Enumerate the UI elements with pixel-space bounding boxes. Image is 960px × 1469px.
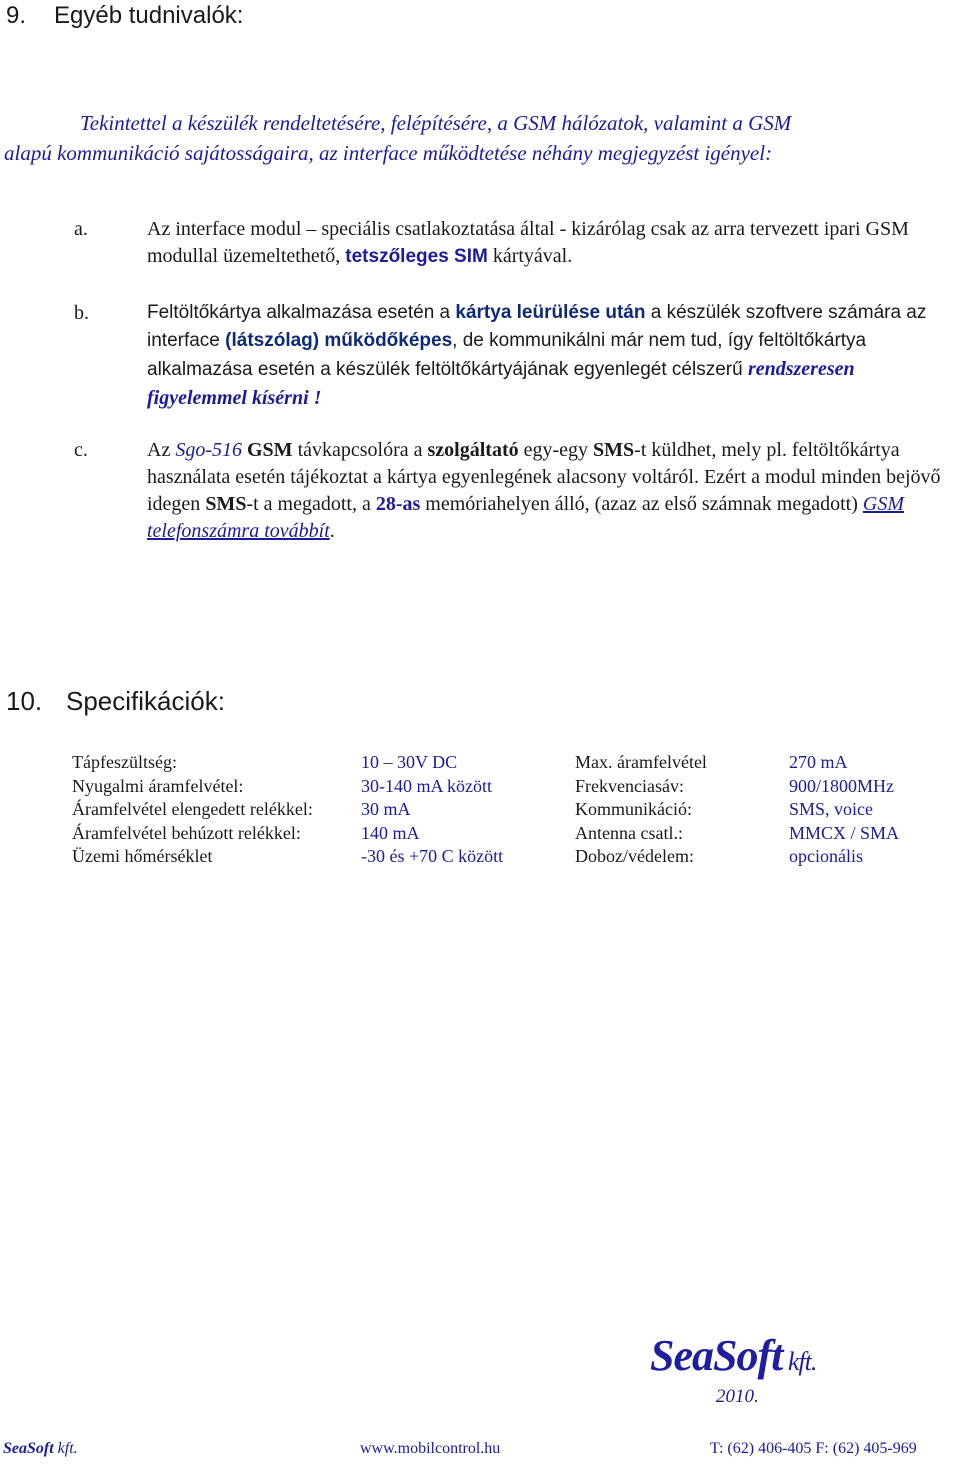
text-run-bold: szolgáltató: [427, 439, 519, 461]
spec-table: [72, 752, 959, 870]
spec-value: 140 mA: [361, 822, 420, 843]
intro-line-1: Tekintettel a készülék rendeltetésére, felépítésére, a GSM hálózatok, valamint a GSM: [80, 111, 792, 135]
text-run: Feltöltőkártya alkalmazása esetén a: [147, 302, 456, 323]
table-row: [72, 752, 959, 776]
section-10-heading: [6, 686, 225, 717]
spec-value: opcionális: [789, 846, 863, 866]
footer-phone: T: (62) 406-405 F: (62) 405-969: [710, 1440, 917, 1457]
text-run: -t a megadott, a: [246, 493, 376, 515]
spec-label: Doboz/védelem:: [575, 846, 694, 866]
text-run: , de kommunikálni már nem tud, így feltöltőkártya alkalmazása esetén a készülék feltöltőkártyájának egyenlegét célszerű: [147, 330, 867, 380]
spec-value: SMS, voice: [789, 799, 874, 819]
section-title: Specifikációk:: [66, 686, 225, 716]
text-run: memóriahelyen álló, (azaz az első számnak megadott): [420, 493, 863, 515]
section-9-heading: [6, 2, 243, 30]
text-run: .: [329, 520, 335, 542]
spec-label: Kommunikáció:: [575, 799, 692, 819]
footer-brand-suffix: kft.: [53, 1440, 78, 1457]
spec-label: Áramfelvétel elengedett relékkel:: [72, 799, 313, 819]
text-run-bold: SMS: [593, 439, 635, 461]
logo-suffix: kft.: [782, 1347, 817, 1376]
list-letter: c.: [74, 439, 88, 461]
list-item-a: [74, 216, 950, 270]
section-number: 9.: [6, 2, 27, 29]
spec-value: 270 mA: [789, 752, 848, 772]
text-run: egy-egy: [518, 439, 594, 461]
spec-label: Tápfeszültség:: [72, 752, 177, 772]
text-run-emphasis: rendszeresen figyelemmel kísérni !: [147, 358, 855, 409]
product-name: Sgo-516: [175, 439, 242, 461]
text-run: távkapcsolóra a: [292, 439, 428, 461]
intro-paragraph: [4, 108, 958, 168]
list-item-text: [147, 216, 950, 270]
table-row: [72, 799, 959, 823]
spec-value: 10 – 30V DC: [361, 752, 458, 772]
text-run: a készülék szoftvere számára az interface: [147, 302, 927, 351]
text-run-bold: működőképes: [324, 330, 453, 351]
text-run: Az: [147, 439, 176, 461]
list-letter: a.: [74, 218, 88, 240]
signature-year: 2010.: [716, 1386, 759, 1407]
list-letter: b.: [74, 302, 89, 324]
text-run-bold: tetszőleges SIM: [345, 246, 488, 267]
list-item-text: [147, 437, 950, 545]
text-run-bold: kártya leürülése után: [455, 302, 646, 323]
list-item-b: [74, 299, 950, 413]
spec-value: MMCX / SMA: [789, 822, 900, 843]
spec-label: Antenna csatl.:: [575, 822, 683, 843]
spec-value: -30 és +70 C között: [361, 846, 504, 866]
section-number: 10.: [6, 686, 43, 716]
footer-brand: [3, 1440, 78, 1458]
signature-logo: [650, 1330, 816, 1381]
spec-value: 30-140 mA között: [361, 775, 492, 796]
footer-website: www.mobilcontrol.hu: [360, 1440, 501, 1457]
table-row: [72, 846, 959, 870]
section-title: Egyéb tudnivalók:: [54, 2, 244, 29]
text-run-bold: GSM: [247, 439, 293, 461]
list-item-text: [147, 299, 950, 413]
spec-label: Nyugalmi áramfelvétel:: [72, 775, 244, 796]
text-run: Az interface modul – speciális csatlakoztatása által - kizárólag csak az arra tervezett ipari GSM modullal üzemeltethető,: [147, 218, 909, 267]
text-run-bold: 28-as: [375, 493, 421, 515]
logo-brand: SeaSoft: [650, 1331, 783, 1380]
table-row: [72, 776, 959, 800]
intro-line-2: alapú kommunikáció sajátosságaira, az interface működtetése néhány megjegyzést igényel:: [4, 141, 773, 165]
spec-label: Max. áramfelvétel: [575, 752, 707, 772]
list-item-c: [74, 437, 950, 545]
text-run-bold: SMS: [205, 493, 247, 515]
spec-label: Üzemi hőmérséklet: [72, 846, 213, 866]
text-run: kártyával.: [487, 245, 573, 267]
text-run-emphasis: GSM telefonszámra továbbít: [147, 493, 904, 542]
text-run-bold: (látszólag): [225, 330, 325, 351]
text-run: -t küldhet, mely pl. feltöltőkártya használata esetén tájékoztat a kártya egyenlegének alacsony voltáról. Ezért a modul minden bejövő idegen: [147, 439, 941, 515]
footer-brand-name: SeaSoft: [3, 1440, 54, 1457]
spec-label: Áramfelvétel behúzott relékkel:: [72, 822, 301, 843]
spec-value: 900/1800MHz: [789, 775, 894, 796]
spec-value: 30 mA: [361, 799, 411, 819]
table-row: [72, 823, 959, 847]
spec-label: Frekvenciasáv:: [575, 775, 684, 796]
